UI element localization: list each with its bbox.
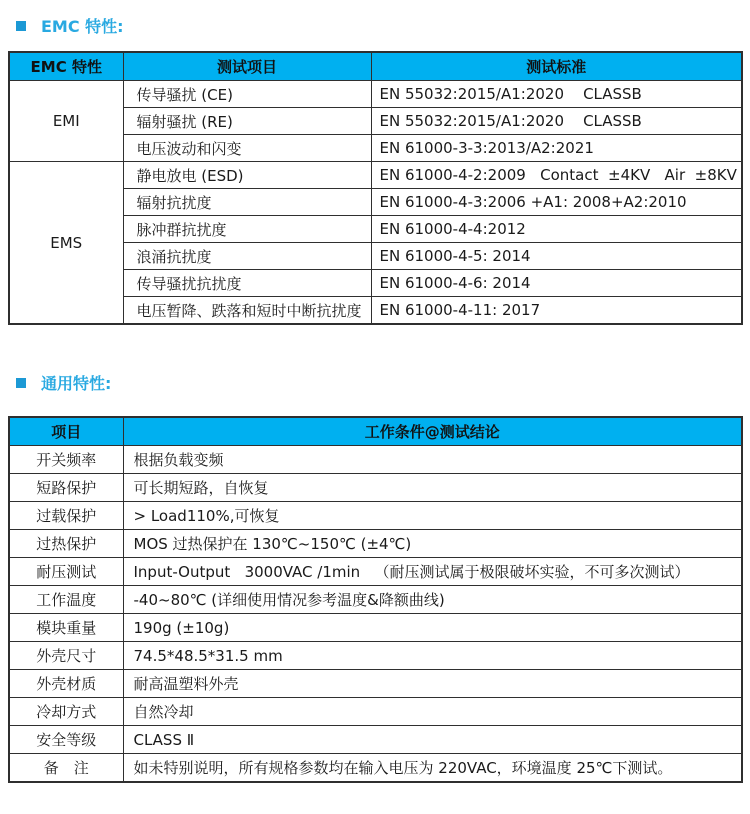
general-item-cell: 过热保护 bbox=[9, 530, 123, 558]
general-value-cell: 190g (±10g) bbox=[123, 614, 742, 642]
general-value-cell: > Load110%,可恢复 bbox=[123, 502, 742, 530]
emc-column-header: 测试项目 bbox=[123, 52, 371, 81]
emc-test-item-cell: 静电放电 (ESD) bbox=[123, 162, 371, 189]
emc-test-standard-cell: EN 61000-4-3:2006 +A1: 2008+A2:2010 bbox=[371, 189, 742, 216]
section-title-emc bbox=[16, 14, 750, 37]
general-table-row bbox=[9, 698, 742, 726]
general-table-row bbox=[9, 670, 742, 698]
emc-test-standard-cell: EN 61000-4-2:2009 Contact ±4KV Air ±8KV bbox=[371, 162, 742, 189]
section-title-emc-label: EMC 特性: bbox=[41, 17, 124, 36]
general-table-row bbox=[9, 642, 742, 670]
emc-test-item-cell: 脉冲群抗扰度 bbox=[123, 216, 371, 243]
emc-test-item-cell: 传导骚扰 (CE) bbox=[123, 81, 371, 108]
general-item-cell: 模块重量 bbox=[9, 614, 123, 642]
general-value-cell: -40~80℃ (详细使用情况参考温度&降额曲线) bbox=[123, 586, 742, 614]
general-table-row bbox=[9, 754, 742, 783]
square-bullet-icon bbox=[16, 378, 26, 388]
emc-test-item-cell: 浪涌抗扰度 bbox=[123, 243, 371, 270]
emc-table-header-row bbox=[9, 52, 742, 81]
general-table bbox=[8, 416, 743, 783]
general-item-cell: 开关频率 bbox=[9, 446, 123, 474]
general-value-cell: 如未特别说明，所有规格参数均在输入电压为 220VAC，环境温度 25℃下测试。 bbox=[123, 754, 742, 783]
general-table-row bbox=[9, 558, 742, 586]
general-column-header: 工作条件@测试结论 bbox=[123, 417, 742, 446]
emc-test-standard-cell: EN 61000-4-4:2012 bbox=[371, 216, 742, 243]
emc-test-standard-cell: EN 61000-4-6: 2014 bbox=[371, 270, 742, 297]
general-value-cell: 74.5*48.5*31.5 mm bbox=[123, 642, 742, 670]
general-table-row bbox=[9, 586, 742, 614]
general-item-cell: 安全等级 bbox=[9, 726, 123, 754]
emc-group-cell: EMI bbox=[9, 81, 123, 162]
emc-table-row bbox=[9, 162, 742, 189]
emc-group-cell: EMS bbox=[9, 162, 123, 325]
general-table-header-row bbox=[9, 417, 742, 446]
emc-test-standard-cell: EN 61000-3-3:2013/A2:2021 bbox=[371, 135, 742, 162]
section-title-general-label: 通用特性: bbox=[41, 374, 112, 393]
emc-test-item-cell: 辐射骚扰 (RE) bbox=[123, 108, 371, 135]
general-column-header: 项目 bbox=[9, 417, 123, 446]
emc-column-header: EMC 特性 bbox=[9, 52, 123, 81]
general-value-cell: 自然冷却 bbox=[123, 698, 742, 726]
emc-test-item-cell: 传导骚扰抗扰度 bbox=[123, 270, 371, 297]
general-value-cell: MOS 过热保护在 130℃~150℃ (±4℃) bbox=[123, 530, 742, 558]
emc-test-standard-cell: EN 55032:2015/A1:2020 CLASSB bbox=[371, 108, 742, 135]
general-item-cell: 工作温度 bbox=[9, 586, 123, 614]
general-item-cell: 外壳材质 bbox=[9, 670, 123, 698]
general-table-row bbox=[9, 446, 742, 474]
emc-test-item-cell: 电压暂降、跌落和短时中断抗扰度 bbox=[123, 297, 371, 325]
general-table-row bbox=[9, 726, 742, 754]
general-value-cell: 耐高温塑料外壳 bbox=[123, 670, 742, 698]
general-item-cell: 外壳尺寸 bbox=[9, 642, 123, 670]
emc-column-header: 测试标准 bbox=[371, 52, 742, 81]
emc-test-standard-cell: EN 61000-4-5: 2014 bbox=[371, 243, 742, 270]
emc-test-standard-cell: EN 61000-4-11: 2017 bbox=[371, 297, 742, 325]
general-value-cell: Input-Output 3000VAC /1min （耐压测试属于极限破坏实验，不可多次测试） bbox=[123, 558, 742, 586]
general-table-row bbox=[9, 614, 742, 642]
general-item-cell: 过载保护 bbox=[9, 502, 123, 530]
emc-test-standard-cell: EN 55032:2015/A1:2020 CLASSB bbox=[371, 81, 742, 108]
emc-table-row bbox=[9, 81, 742, 108]
general-item-cell: 耐压测试 bbox=[9, 558, 123, 586]
emc-test-item-cell: 电压波动和闪变 bbox=[123, 135, 371, 162]
general-table-row bbox=[9, 502, 742, 530]
general-value-cell: CLASS Ⅱ bbox=[123, 726, 742, 754]
general-value-cell: 根据负载变频 bbox=[123, 446, 742, 474]
general-table-row bbox=[9, 474, 742, 502]
general-item-cell: 备 注 bbox=[9, 754, 123, 783]
general-value-cell: 可长期短路，自恢复 bbox=[123, 474, 742, 502]
general-table-row bbox=[9, 530, 742, 558]
square-bullet-icon bbox=[16, 21, 26, 31]
emc-table bbox=[8, 51, 743, 325]
emc-test-item-cell: 辐射抗扰度 bbox=[123, 189, 371, 216]
section-title-general bbox=[16, 371, 750, 394]
general-item-cell: 冷却方式 bbox=[9, 698, 123, 726]
general-item-cell: 短路保护 bbox=[9, 474, 123, 502]
